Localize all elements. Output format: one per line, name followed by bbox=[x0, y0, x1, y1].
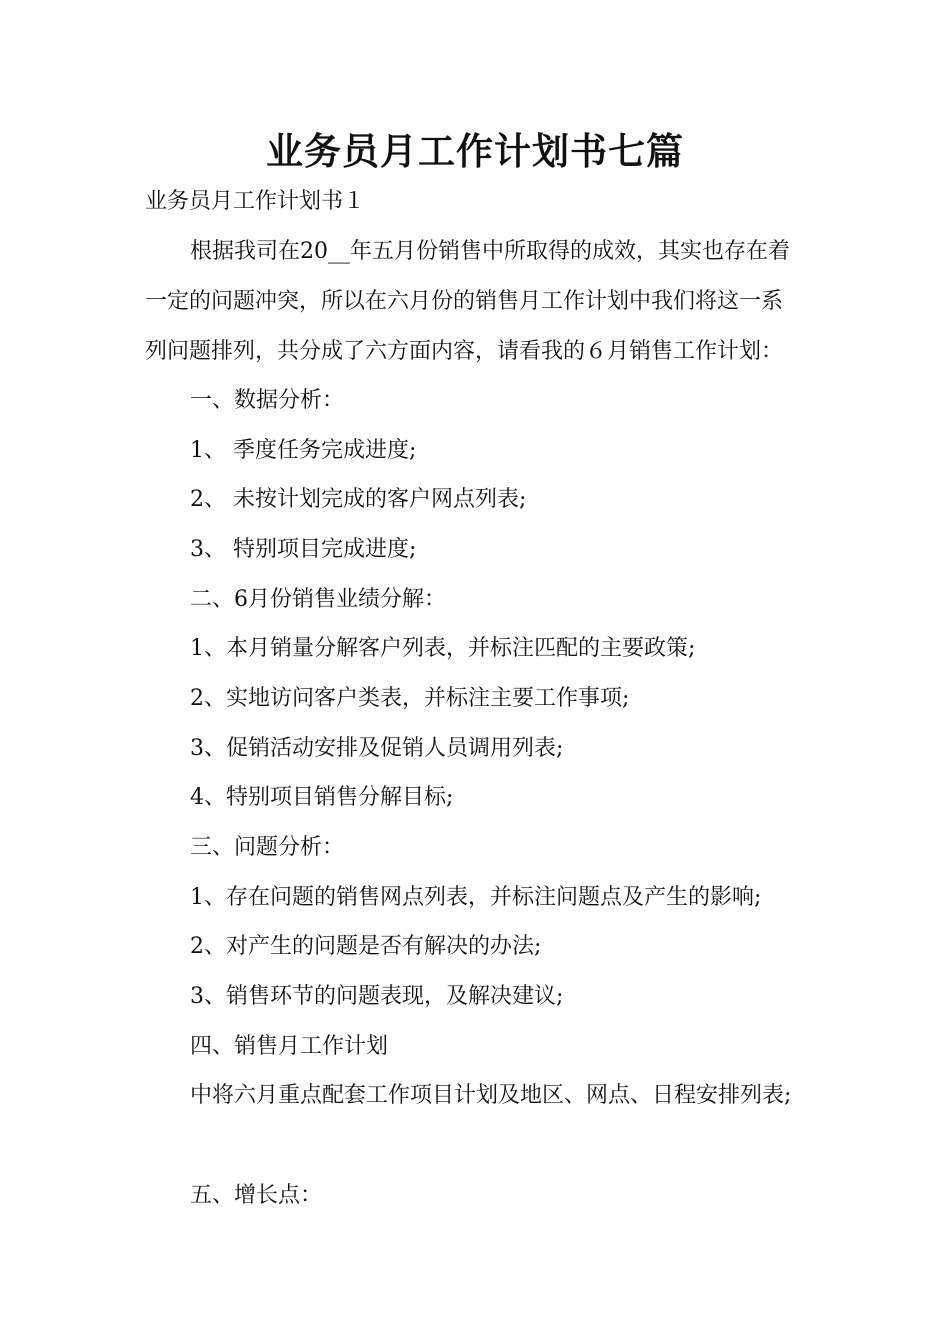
part4-body: 中将六月重点配套工作项目计划及地区、网点、日程安排列表; bbox=[190, 1083, 792, 1108]
part3-heading: 三、问题分析： bbox=[190, 835, 345, 860]
document-title: 业务员月工作计划书七篇 bbox=[266, 130, 684, 173]
part1-heading: 一、数据分析： bbox=[190, 388, 345, 413]
part2-item: 4、特别项目销售分解目标; bbox=[190, 785, 454, 810]
intro-line-3: 列问题排列，共分成了六方面内容，请看我的６月销售工作计划： bbox=[145, 339, 784, 364]
part3-item: 3、销售环节的问题表现，及解决建议; bbox=[190, 984, 564, 1009]
intro-line-2: 一定的问题冲突，所以在六月份的销售月工作计划中我们将这一系 bbox=[145, 289, 784, 314]
part2-item: 1、本月销量分解客户列表，并标注匹配的主要政策; bbox=[190, 636, 696, 661]
intro-line-1: 根据我司在20__年五月份销售中所取得的成效，其实也存在着 bbox=[190, 239, 790, 264]
part2-item: 3、促销活动安排及促销人员调用列表; bbox=[190, 736, 564, 761]
part1-item: 3、 特别项目完成进度; bbox=[190, 537, 417, 562]
part2-item: 2、实地访问客户类表，并标注主要工作事项; bbox=[190, 686, 630, 711]
part4-heading: 四、销售月工作计划 bbox=[190, 1034, 389, 1059]
section-heading: 业务员月工作计划书１ bbox=[145, 189, 366, 214]
part5-heading: 五、增长点： bbox=[190, 1183, 323, 1208]
part1-item: 2、 未按计划完成的客户网点列表; bbox=[190, 487, 527, 512]
part3-item: 2、对产生的问题是否有解决的办法; bbox=[190, 934, 542, 959]
part1-item: 1、 季度任务完成进度; bbox=[190, 438, 417, 463]
part2-heading: 二、6月份销售业绩分解： bbox=[190, 587, 446, 612]
part3-item: 1、存在问题的销售网点列表，并标注问题点及产生的影响; bbox=[190, 885, 762, 910]
